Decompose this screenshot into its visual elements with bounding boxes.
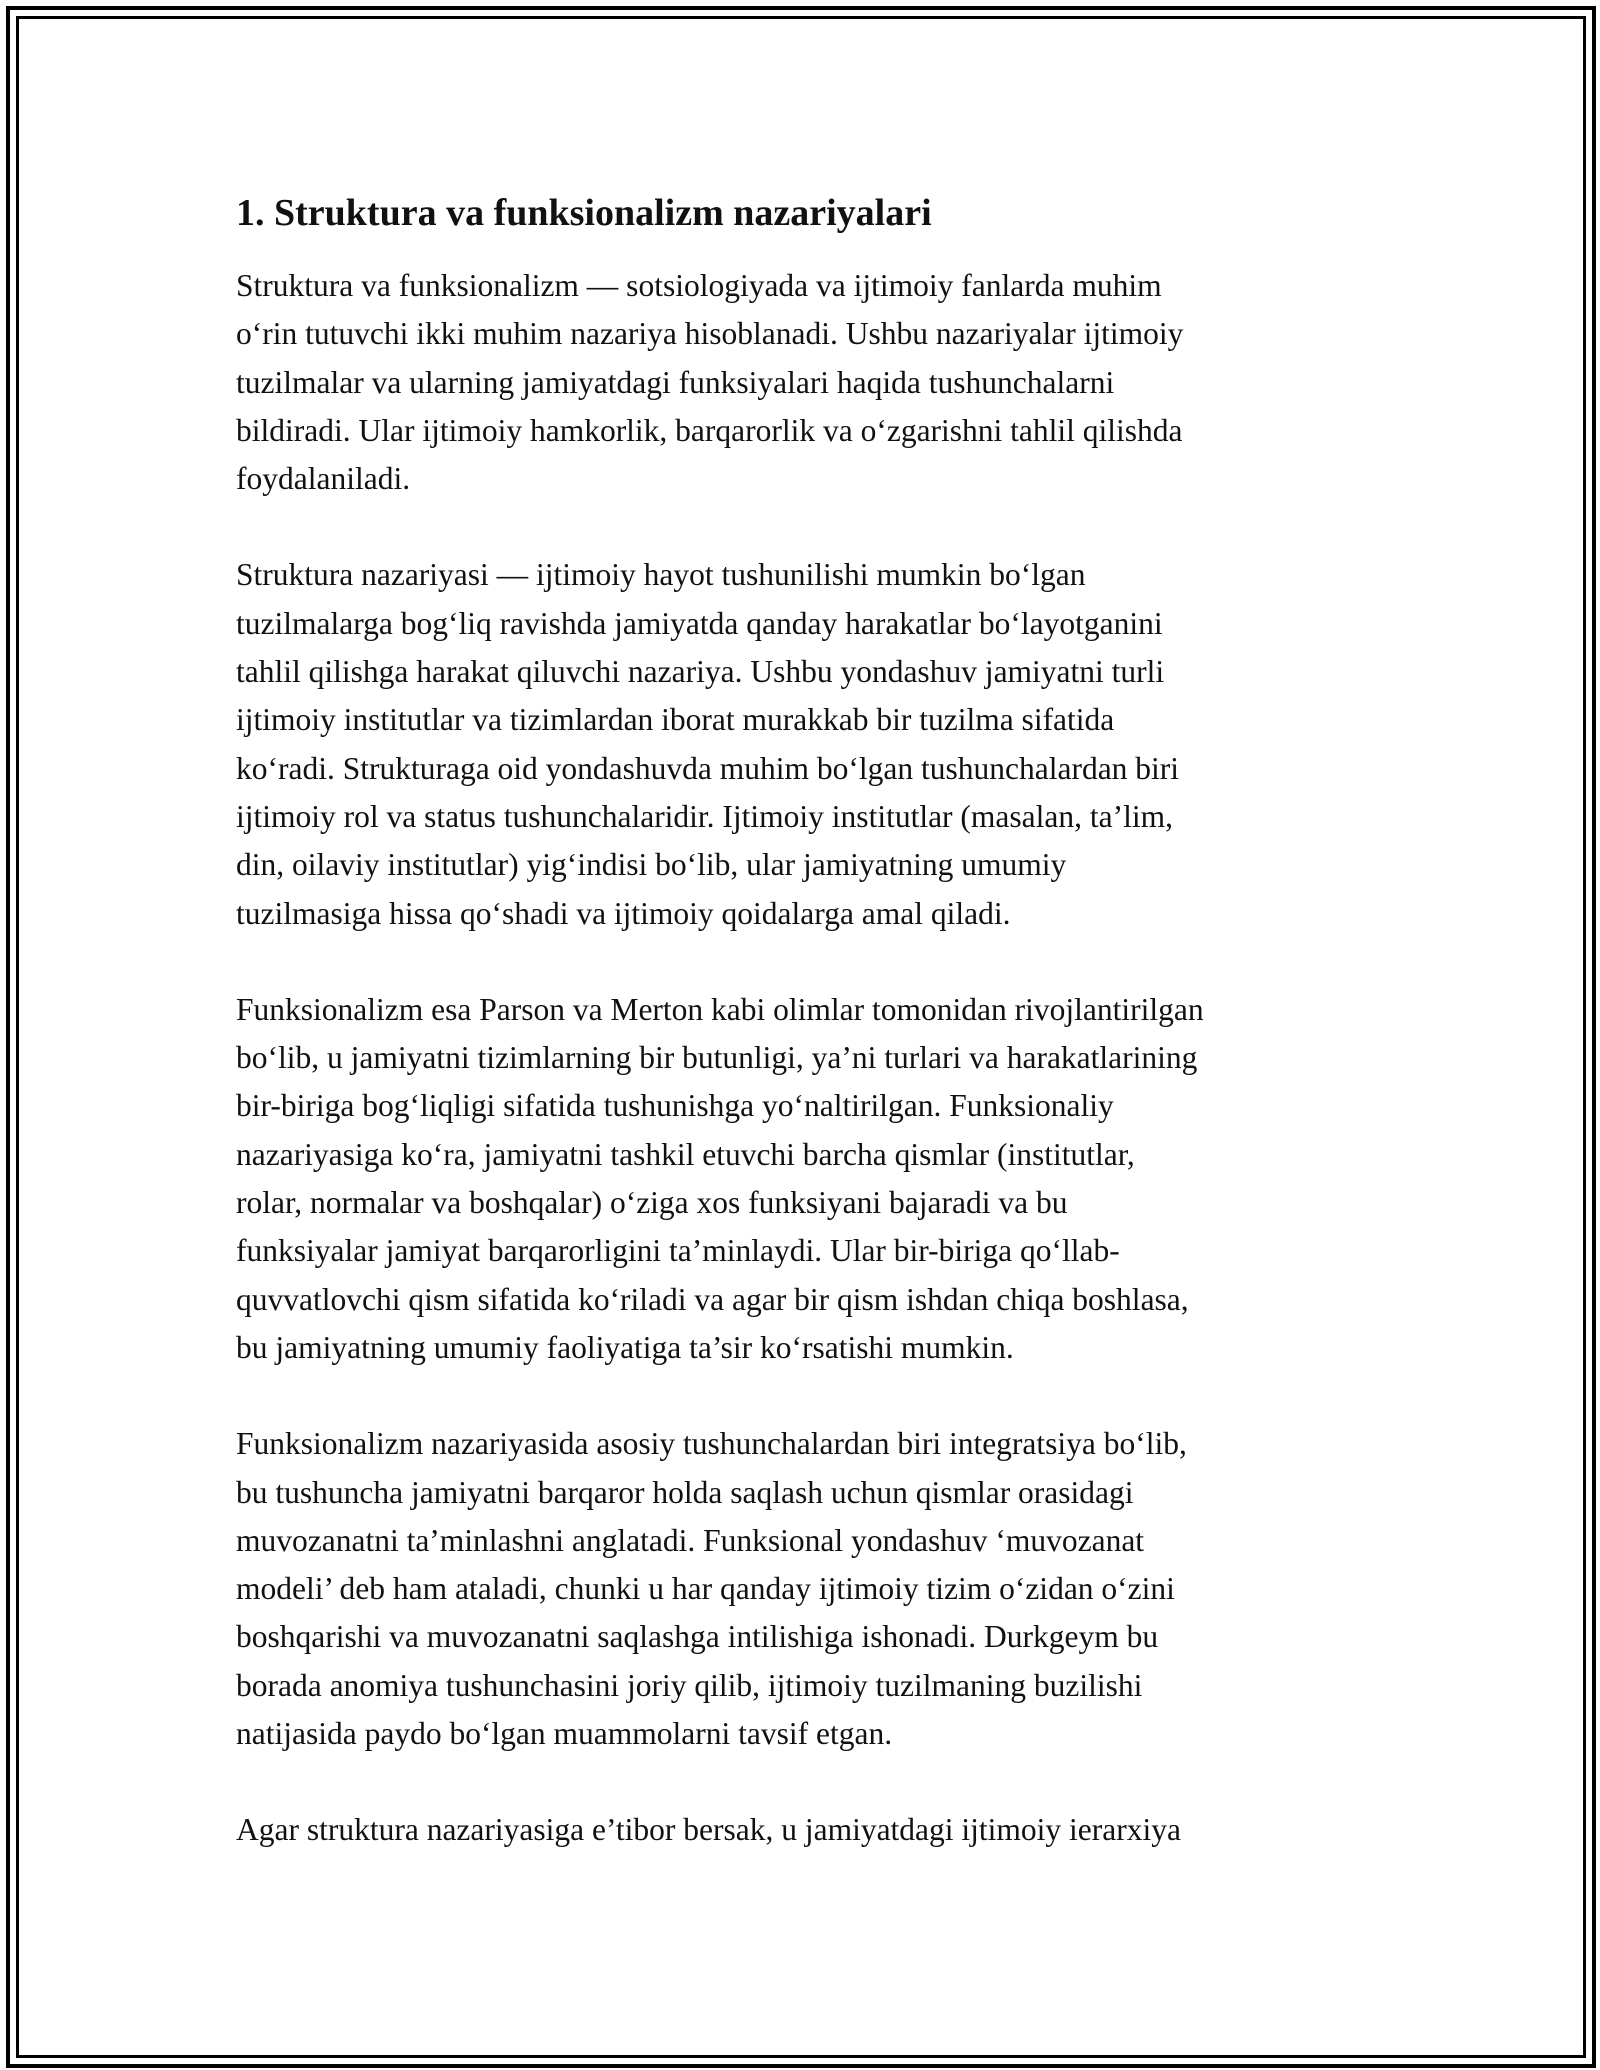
section-heading: 1. Struktura va funksionalizm nazariyalari <box>236 192 932 234</box>
paragraph-hierarchy: Agar struktura nazariyasiga e’tibor bersak, u jamiyatdagi ijtimoiy ierarxiya <box>236 1812 1181 1848</box>
paragraph-structure-theory: Struktura nazariyasi — ijtimoiy hayot tushunilishi mumkin bo‘lgan tuzilmalarga bog‘liq ravishda jamiyatda qanday harakatlar bo‘layotganini tahlil qilishga harakat qiluvchi nazariya. Ushbu yondashuv jamiyatni turli ijtimoiy institutlar va tizimlardan iborat murakkab bir tuzilma sifatida ko‘radi. Strukturaga oid yondashuvda muhim bo‘lgan tushunchalardan biri ijtimoiy rol va status tushunchalaridir. Ijtimoiy institutlar (masalan, ta’lim, din, oilaviy institutlar) yig‘indisi bo‘lib, ular jamiyatning umumiy tuzilmasiga hissa qo‘shadi va ijtimoiy qoidalarga amal qiladi. <box>236 557 1180 931</box>
paragraph-functionalism: Funksionalizm esa Parson va Merton kabi olimlar tomonidan rivojlantirilgan bo‘lib, u jamiyatni tizimlarning bir butunligi, ya’ni turlari va harakatlarining bir-biriga bog‘liqligi sifatida tushunishga yo‘naltirilgan. Funksionaliy nazariyasiga ko‘ra, jamiyatni tashkil etuvchi barcha qismlar (institutlar, rolar, normalar va boshqalar) o‘ziga xos funksiyani bajaradi va bu funksiyalar jamiyat barqarorligini ta’minlaydi. Ular bir-biriga qo‘llab- quvvatlovchi qism sifatida ko‘riladi va agar bir qism ishdan chiqa boshlasa, bu jamiyatning umumiy faoliyatiga ta’sir ko‘rsatishi mumkin. <box>236 991 1204 1365</box>
paragraph-integration: Funksionalizm nazariyasida asosiy tushunchalardan biri integratsiya bo‘lib, bu tushuncha jamiyatni barqaror holda saqlash uchun qismlar orasidagi muvozanatni ta’minlashni anglatadi. Funksional yondashuv ‘muvozanat modeli’ deb ham ataladi, chunki u har qanday ijtimoiy tizim o‘zidan o‘zini boshqarishi va muvozanatni saqlashga intilishiga ishonadi. Durkgeym bu borada anomiya tushunchasini joriy qilib, ijtimoiy tuzilmaning buzilishi natijasida paydo bo‘lgan muammolarni tavsif etgan. <box>236 1426 1187 1752</box>
document-body <box>236 186 1376 1903</box>
paragraph-intro: Struktura va funksionalizm — sotsiologiyada va ijtimoiy fanlarda muhim o‘rin tutuvchi ikki muhim nazariya hisoblanadi. Ushbu nazariyalar ijtimoiy tuzilmalar va ularning jamiyatdagi funksiyalari haqida tushunchalarni bildiradi. Ular ijtimoiy hamkorlik, barqarorlik va o‘zgarishni tahlil qilishda foydalaniladi. <box>236 268 1184 497</box>
